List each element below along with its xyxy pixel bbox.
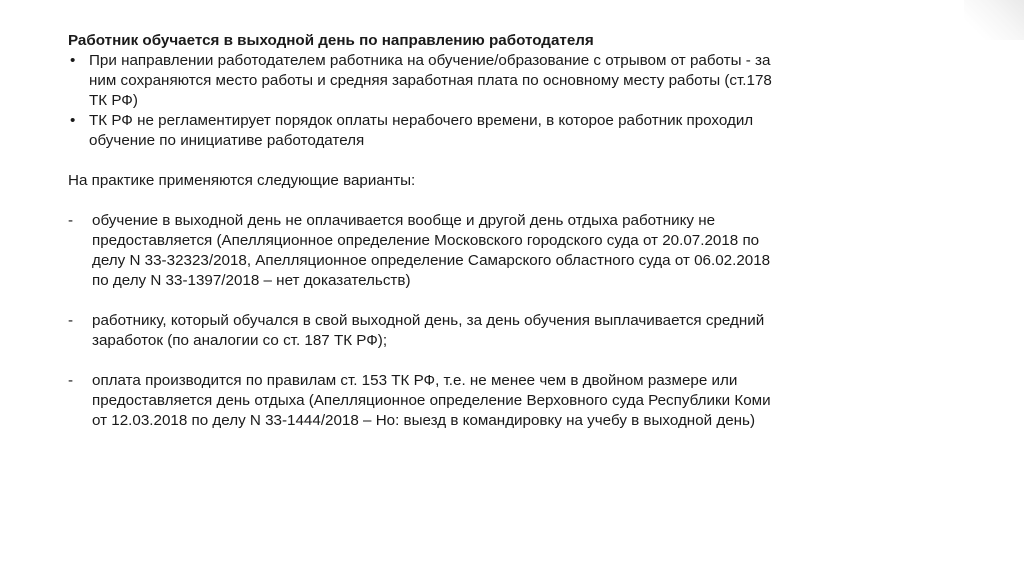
variant-line: предоставляется день отдыха (Апелляционное определение Верховного суда Республики Коми: [92, 392, 771, 409]
bullet-marker: •: [70, 52, 76, 69]
dash-marker: -: [68, 212, 74, 229]
variant-line: оплата производится по правилам ст. 153 ТК РФ, т.е. не менее чем в двойном размере или: [92, 372, 738, 389]
variant-item: [68, 371, 868, 431]
variant-item: [68, 211, 868, 291]
variant-line: от 12.03.2018 по делу N 33-1444/2018 – Но: выезд в командировку на учебу в выходной день): [92, 412, 756, 429]
bullet-line: При направлении работодателем работника на обучение/образование с отрывом от работы - за: [89, 52, 771, 69]
bullet-marker: •: [70, 112, 76, 129]
corner-decoration: [964, 0, 1024, 40]
dash-marker: -: [68, 372, 74, 389]
variant-line: предоставляется (Апелляционное определение Московского городского суда от 20.07.2018 по: [92, 232, 760, 249]
variant-line: делу N 33-32323/2018, Апелляционное определение Самарского областного суда от 06.02.2018: [92, 252, 771, 269]
variant-line: работнику, который обучался в свой выходной день, за день обучения выплачивается средний: [92, 312, 765, 329]
slide-content: [68, 31, 868, 431]
bullet-line: ТК РФ): [89, 92, 138, 109]
spacer: [68, 291, 868, 311]
spacer: [68, 151, 868, 171]
variant-line: обучение в выходной день не оплачивается вообще и другой день отдыха работнику не: [92, 212, 716, 229]
variant-item: [68, 311, 868, 351]
bullet-line: ним сохраняются место работы и средняя заработная плата по основному месту работы (ст.178: [89, 72, 772, 89]
bullet-line: ТК РФ не регламентирует порядок оплаты нерабочего времени, в которое работник проходил: [89, 112, 754, 129]
bullet-item: [68, 51, 868, 111]
variant-line: заработок (по аналогии со ст. 187 ТК РФ);: [92, 332, 388, 349]
spacer: [68, 351, 868, 371]
slide-heading: Работник обучается в выходной день по направлению работодателя: [68, 32, 594, 49]
practice-intro: На практике применяются следующие варианты:: [68, 172, 416, 189]
bullet-item: [68, 111, 868, 151]
spacer: [68, 191, 868, 211]
bullet-line: обучение по инициативе работодателя: [89, 132, 365, 149]
dash-marker: -: [68, 312, 74, 329]
bullet-list: [68, 51, 868, 151]
variant-line: по делу N 33-1397/2018 – нет доказательств): [92, 272, 411, 289]
